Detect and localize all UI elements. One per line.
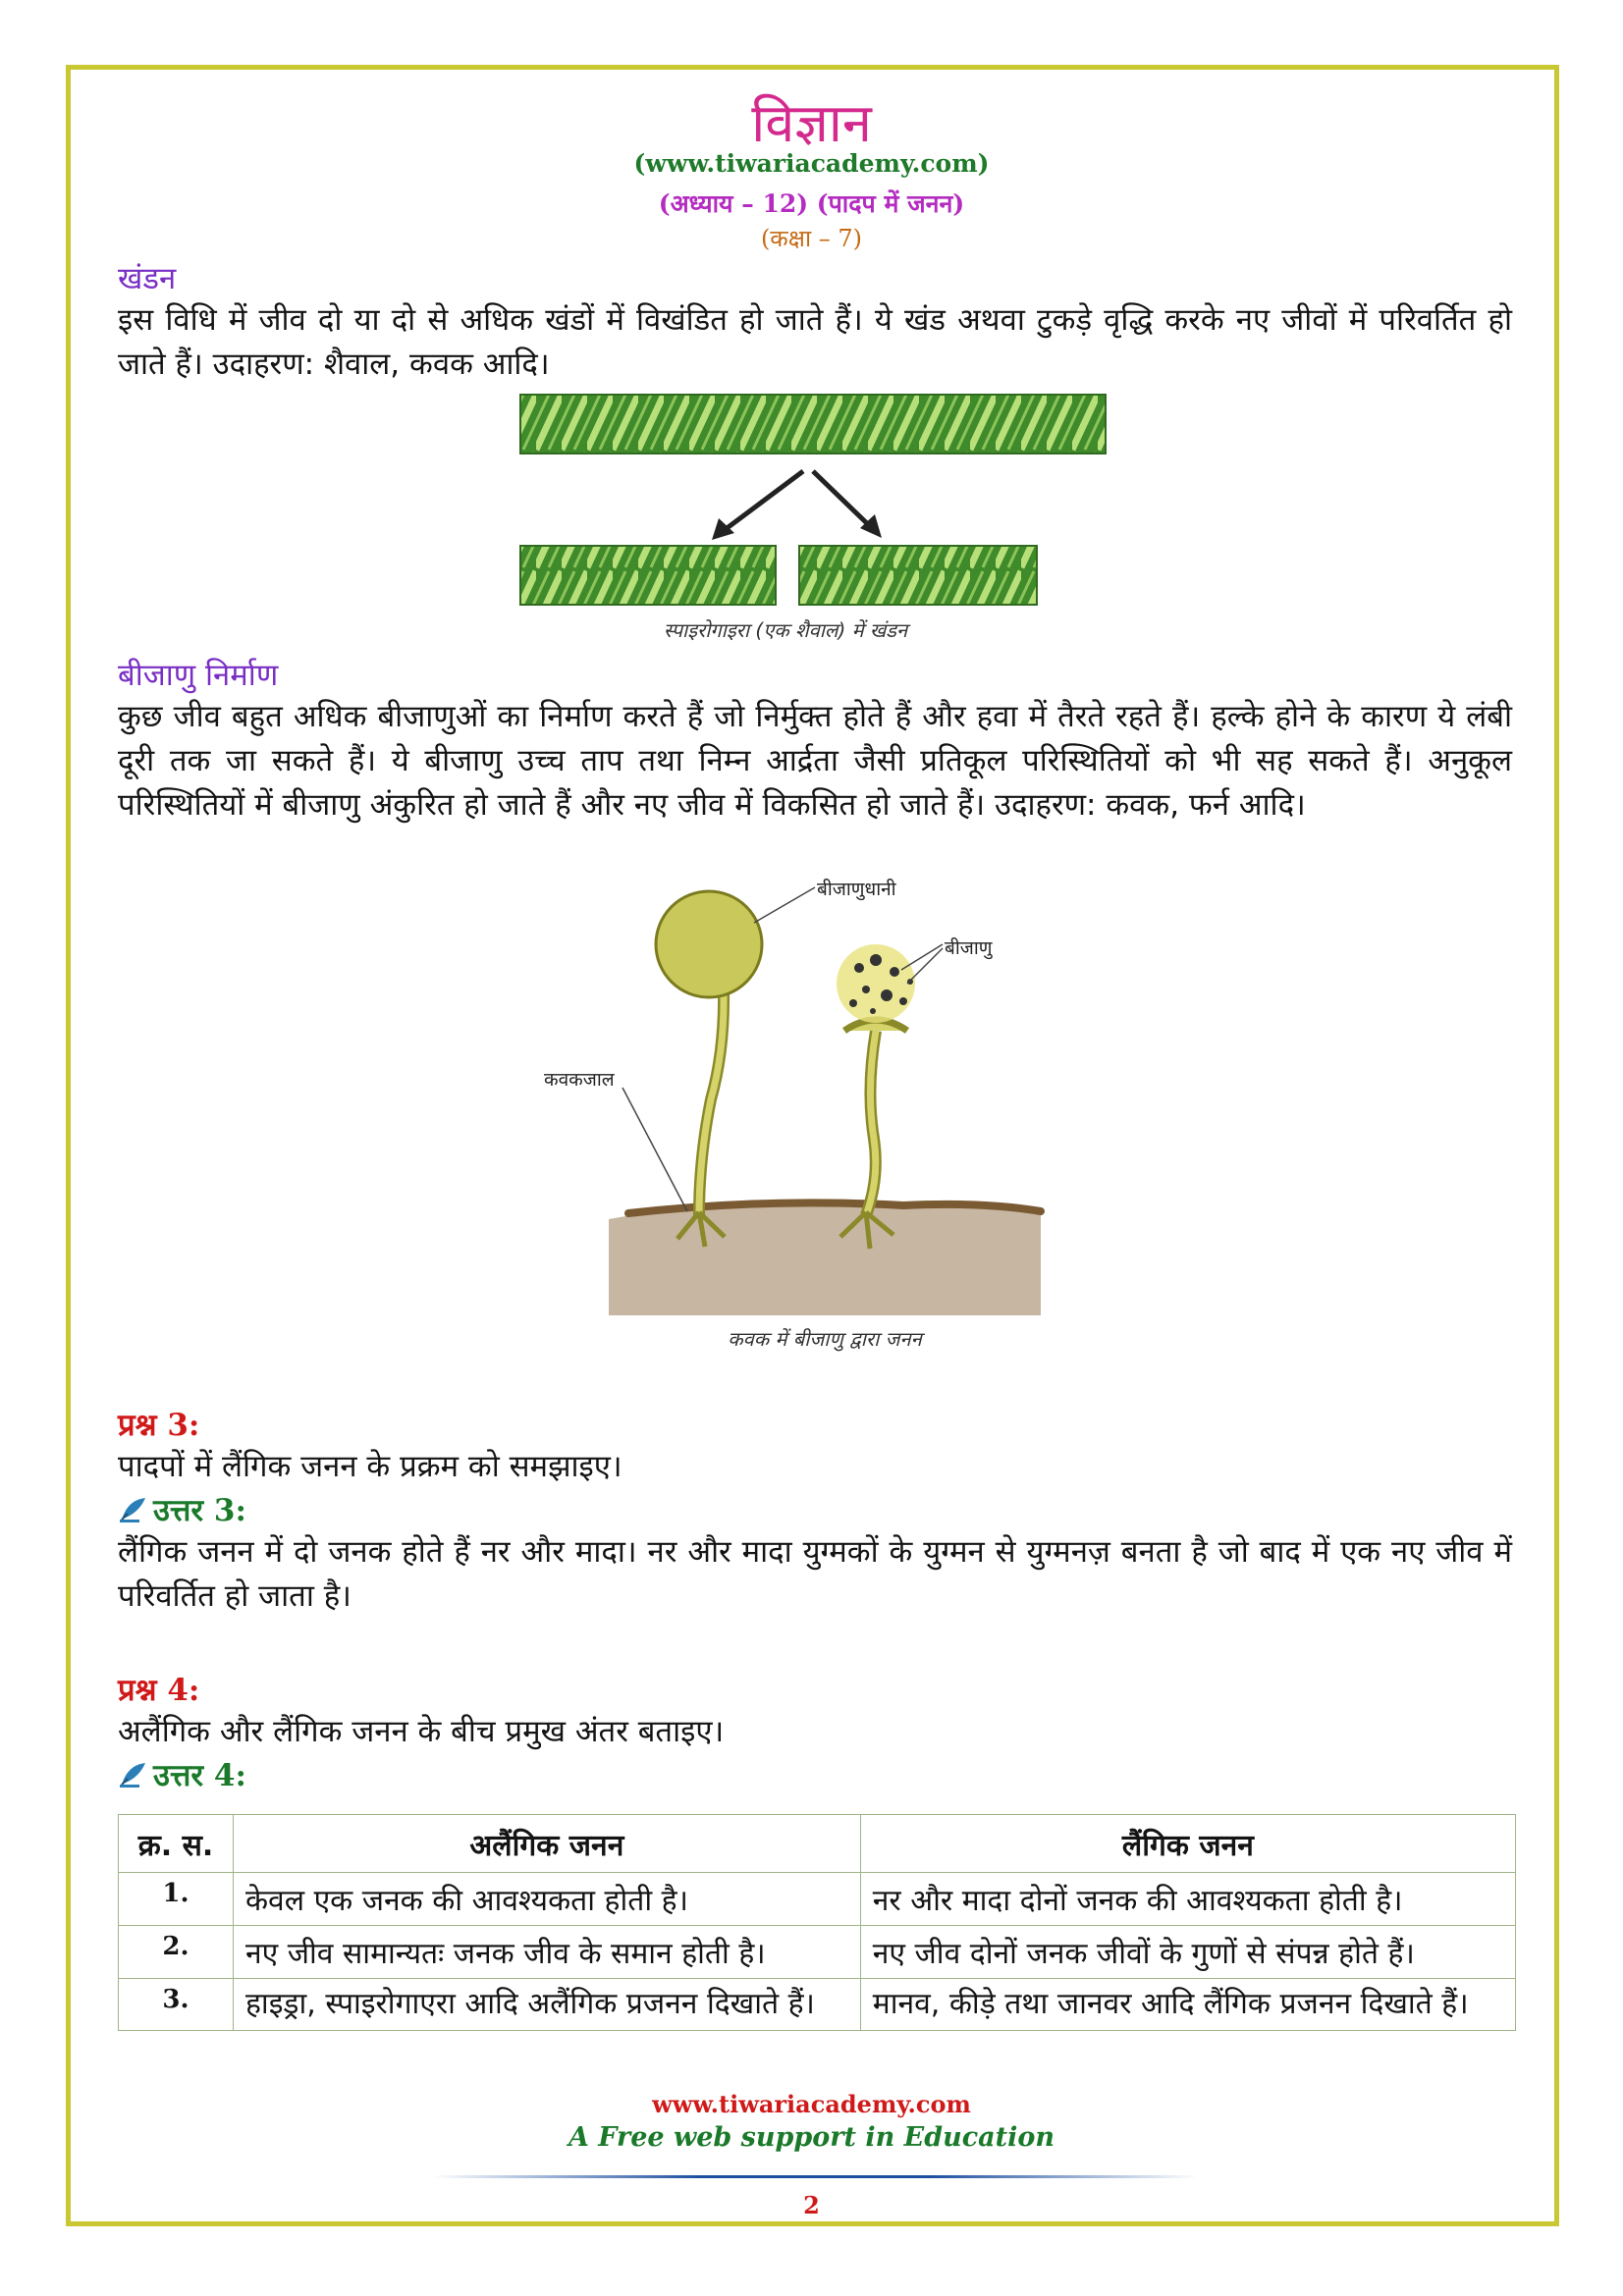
- label-sporangium: बीजाणुधानी: [817, 879, 896, 900]
- table-row: [119, 1873, 1516, 1926]
- table-cell: नए जीव सामान्यतः जनक जीव के समान होती है।: [234, 1926, 861, 1979]
- fungus-spore-figure: [609, 874, 1100, 1315]
- label-spores: बीजाणु: [945, 937, 993, 959]
- label-hyphae: कवकजाल: [544, 1069, 615, 1091]
- table-header-row: [119, 1815, 1516, 1873]
- table-header: अलैंगिक जनन: [234, 1815, 861, 1873]
- table-header: लैंगिक जनन: [860, 1815, 1515, 1873]
- answer-3-label: [118, 1489, 1512, 1530]
- table-cell: नर और मादा दोनों जनक की आवश्यकता होती है।: [860, 1873, 1515, 1926]
- pen-icon: [118, 1761, 147, 1789]
- answer-3-label-text: उत्तर 3:: [153, 1493, 246, 1528]
- chapter-heading: (अध्याय – 12) (पादप में जनन): [658, 189, 965, 218]
- question-4-text: अलैंगिक और लैंगिक जनन के बीच प्रमुख अंतर बताइए।: [118, 1714, 725, 1749]
- question-4: [118, 1669, 1512, 1795]
- fragmentation-text: इस विधि में जीव दो या दो से अधिक खंडों में विखंडित हो जाते हैं। ये खंड अथवा टुकड़े वृद्धि करके नए जीवों में परिवर्तित हो जाते हैं। उदाहरण: शैवाल, कवक आदि।: [118, 302, 1512, 382]
- table-cell: मानव, कीड़े तथा जानवर आदि लैंगिक प्रजनन दिखाते हैं।: [860, 1979, 1515, 2031]
- question-4-label: प्रश्न 4:: [118, 1673, 200, 1708]
- arrow-right-icon: [813, 471, 872, 528]
- pen-icon: [118, 1496, 147, 1523]
- table-header: क्र. स.: [119, 1815, 234, 1873]
- table-row: [119, 1979, 1516, 2031]
- left-stalk: [699, 991, 724, 1215]
- page-title: विज्ञान: [751, 92, 872, 154]
- algae-fragment-right: [799, 546, 1037, 605]
- answer-4-label: [118, 1754, 1512, 1795]
- fragmentation-section: [118, 259, 1512, 387]
- fragmentation-heading: खंडन: [118, 261, 177, 296]
- algae-fragment-left: [520, 546, 776, 605]
- question-3-text: पादपों में लैंगिक जनन के प्रक्रम को समझाइए।: [118, 1449, 622, 1484]
- question-3-label: प्रश्न 3:: [118, 1408, 200, 1443]
- header-url[interactable]: (www.tiwariacademy.com): [633, 149, 990, 178]
- sporangium: [656, 891, 762, 997]
- table-row: [119, 1926, 1516, 1979]
- spirogyra-fragmentation-figure: [511, 393, 1119, 611]
- table-cell: नए जीव दोनों जनक जीवों के गुणों से संपन्न होते हैं।: [860, 1926, 1515, 1979]
- answer-3-text: लैंगिक जनन में दो जनक होते हैं नर और मादा। नर और मादा युग्मकों के युग्मन से युग्मनज़ बनता है जो बाद में एक नए जीव में परिवर्तित हो जाता है।: [118, 1534, 1512, 1614]
- table-cell: 3.: [119, 1979, 234, 2031]
- arrow-left-icon: [722, 471, 803, 532]
- table-cell: हाइड्रा, स्पाइरोगाएरा आदि अलैंगिक प्रजनन दिखाते हैं।: [234, 1979, 861, 2031]
- answer-4-label-text: उत्तर 4:: [153, 1758, 246, 1793]
- algae-filament: [520, 395, 1106, 454]
- spore-section: [118, 656, 1512, 828]
- question-3: [118, 1404, 1512, 1619]
- page-number: 2: [803, 2191, 820, 2219]
- spore-heading: बीजाणु निर्माण: [118, 658, 279, 693]
- table-cell: 2.: [119, 1926, 234, 1979]
- class-heading: (कक्षा – 7): [760, 225, 863, 252]
- footer-divider: [432, 2175, 1198, 2178]
- footer-url[interactable]: www.tiwariacademy.com: [652, 2090, 971, 2118]
- table-cell: केवल एक जनक की आवश्यकता होती है।: [234, 1873, 861, 1926]
- footer-tagline: A Free web support in Education: [568, 2122, 1055, 2153]
- fragmentation-caption: स्पाइरोगाइरा (एक शैवाल) में खंडन: [663, 618, 908, 642]
- soil: [609, 1203, 1041, 1315]
- spore-text: कुछ जीव बहुत अधिक बीजाणुओं का निर्माण करते हैं जो निर्मुक्त होते हैं और हवा में तैरते रहते हैं। हल्के होने के कारण ये लंबी दूरी तक जा सकते हैं। ये बीजाणु उच्च ताप तथा निम्न आर्द्रता जैसी प्रतिकूल परिस्थितियों को भी सह सकते हैं। अनुकूल परिस्थितियों में बीजाणु अंकुरित हो जाते हैं और नए जीव में विकसित हो जाते हैं। उदाहरण: कवक, फर्न आदि।: [118, 699, 1512, 823]
- spore-caption: कवक में बीजाणु द्वारा जनन: [728, 1327, 922, 1351]
- comparison-table: [118, 1814, 1516, 2031]
- table-cell: 1.: [119, 1873, 234, 1926]
